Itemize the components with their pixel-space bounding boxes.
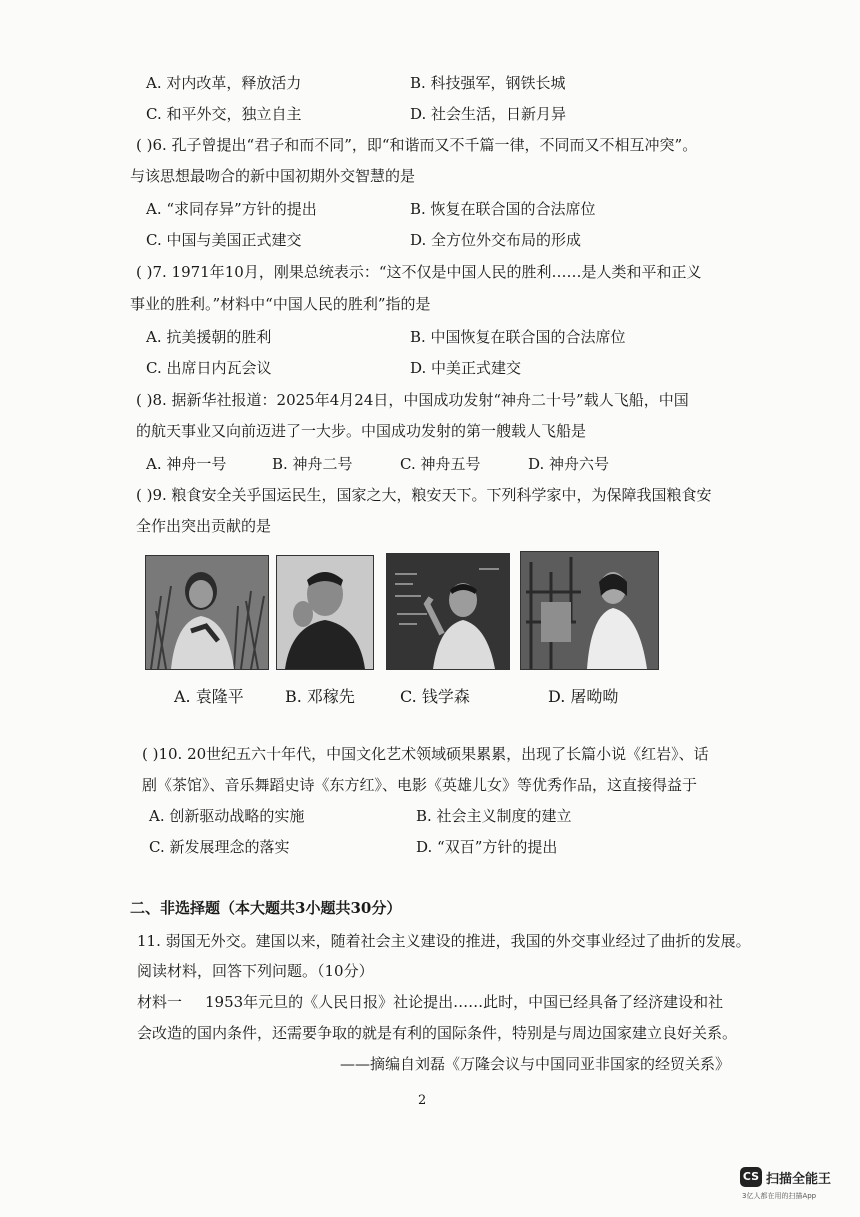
q8-option-a: A. 神舟一号 bbox=[146, 455, 227, 473]
q8-option-b: B. 神舟二号 bbox=[272, 455, 353, 473]
q11-stem-line2: 阅读材料，回答下列问题。（10分） bbox=[137, 962, 374, 980]
photo-tu-youyou bbox=[520, 551, 659, 670]
q10-stem-line1: ( )10. 20世纪五六十年代，中国文化艺术领域硕果累累，出现了长篇小说《红岩》、话 bbox=[142, 745, 709, 763]
section-2-heading: 二、非选择题（本大题共3小题共30分） bbox=[130, 899, 402, 917]
q6-stem-line1: ( )6. 孔子曾提出“君子和而不同”，即“和谐而又不千篇一律，不同而又不相互冲突”。 bbox=[136, 136, 698, 154]
q5-option-c: C. 和平外交，独立自主 bbox=[146, 105, 302, 123]
q8-option-c: C. 神舟五号 bbox=[400, 455, 481, 473]
q5-option-d: D. 社会生活，日新月异 bbox=[410, 105, 567, 123]
q6-option-c: C. 中国与美国正式建交 bbox=[146, 231, 302, 249]
q5-option-b: B. 科技强军，钢铁长城 bbox=[410, 74, 566, 92]
photo-deng-jiaxian bbox=[276, 555, 374, 670]
q6-stem-line2: 与该思想最吻合的新中国初期外交智慧的是 bbox=[130, 167, 416, 185]
q7-stem-line2: 事业的胜利。”材料中“中国人民的胜利”指的是 bbox=[130, 295, 431, 313]
q10-option-d: D. “双百”方针的提出 bbox=[416, 838, 558, 856]
q10-option-c: C. 新发展理念的落实 bbox=[149, 838, 290, 856]
q6-option-b: B. 恢复在联合国的合法席位 bbox=[410, 200, 596, 218]
q8-stem-line1: ( )8. 据新华社报道：2025年4月24日，中国成功发射“神舟二十号”载人飞船，中国 bbox=[136, 391, 689, 409]
camscanner-logo-icon: CS bbox=[740, 1167, 762, 1187]
q6-option-d: D. 全方位外交布局的形成 bbox=[410, 231, 582, 249]
q10-stem-line2: 剧《茶馆》、音乐舞蹈史诗《东方红》、电影《英雄儿女》等优秀作品，这直接得益于 bbox=[142, 776, 698, 794]
q10-option-a: A. 创新驱动战略的实施 bbox=[149, 807, 305, 825]
camscanner-tagline: 3亿人都在用的扫描App bbox=[742, 1192, 817, 1200]
caption-a: A. 袁隆平 bbox=[174, 687, 244, 706]
photo-qian-xuesen bbox=[386, 553, 510, 670]
q11-material-line1: 1953年元旦的《人民日报》社论提出……此时，中国已经具备了经济建设和社 bbox=[205, 993, 724, 1011]
q7-option-b: B. 中国恢复在联合国的合法席位 bbox=[410, 328, 626, 346]
q11-stem-line1: 11. 弱国无外交。建国以来，随着社会主义建设的推进，我国的外交事业经过了曲折的发展。 bbox=[137, 932, 751, 950]
q11-material-line2: 会改造的国内条件，还需要争取的就是有利的国际条件，特别是与周边国家建立良好关系。 bbox=[137, 1024, 738, 1042]
q11-material-source: ——摘编自刘磊《万隆会议与中国同亚非国家的经贸关系》 bbox=[340, 1055, 731, 1073]
camscanner-watermark bbox=[740, 1167, 850, 1207]
q9-stem-line1: ( )9. 粮食安全关乎国运民生，国家之大，粮安天下。下列科学家中，为保障我国粮食安 bbox=[136, 486, 712, 504]
q8-stem-line2: 的航天事业又向前迈进了一大步。中国成功发射的第一艘载人飞船是 bbox=[136, 422, 587, 440]
q9-stem-line2: 全作出突出贡献的是 bbox=[136, 517, 272, 535]
q7-option-c: C. 出席日内瓦会议 bbox=[146, 359, 272, 377]
q5-option-a: A. 对内改革，释放活力 bbox=[146, 74, 302, 92]
caption-c: C. 钱学森 bbox=[400, 687, 470, 706]
q7-option-d: D. 中美正式建交 bbox=[410, 359, 522, 377]
caption-b: B. 邓稼先 bbox=[285, 687, 355, 706]
caption-d: D. 屠呦呦 bbox=[548, 687, 619, 706]
q8-option-d: D. 神舟六号 bbox=[528, 455, 610, 473]
camscanner-name: 扫描全能王 bbox=[766, 1172, 832, 1187]
q6-option-a: A. “求同存异”方针的提出 bbox=[146, 200, 317, 218]
photo-yuan-longping bbox=[145, 555, 269, 670]
q7-stem-line1: ( )7. 1971年10月，刚果总统表示：“这不仅是中国人民的胜利……是人类和平和正义 bbox=[136, 263, 702, 281]
page-number: 2 bbox=[418, 1093, 427, 1108]
q11-material-label: 材料一 bbox=[137, 993, 183, 1011]
q10-option-b: B. 社会主义制度的建立 bbox=[416, 807, 572, 825]
q7-option-a: A. 抗美援朝的胜利 bbox=[146, 328, 272, 346]
